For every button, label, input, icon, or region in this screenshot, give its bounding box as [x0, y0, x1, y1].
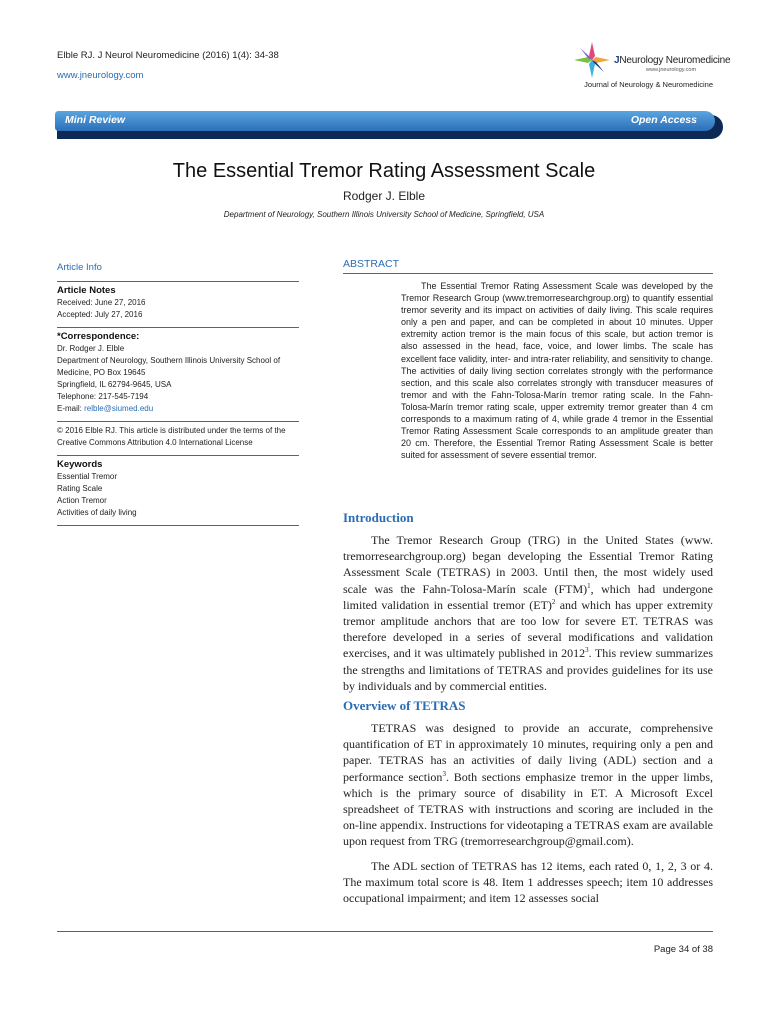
divider — [57, 525, 299, 526]
journal-name: Journal of Neurology & Neuromedicine — [584, 80, 713, 89]
correspondence-heading: *Correspondence: — [57, 331, 140, 342]
introduction-heading: Introduction — [343, 510, 414, 525]
citation-ref[interactable]: 3 — [585, 646, 589, 655]
footer-divider — [57, 931, 713, 932]
article-author: Rodger J. Elble — [342, 189, 426, 203]
correspondence-city: Springfield, IL 62794-9645, USA — [57, 380, 172, 389]
license-note — [57, 422, 299, 455]
abstract-heading: ABSTRACT — [343, 258, 713, 274]
overview-paragraph: TETRAS was designed to provide an accurate, comprehensive quantification of ET in approximately 10 minutes, requiring only a pen and paper. TETRAS has an activities of daily living (ADL) section and a performance section$^3$. Both sections emphasize tremor in the upper limbs, which is the primary source of disability in ET. A Microsoft Excel spreadsheet of TETRAS with instructions and scoring are included in the on-line appendix. Instructions for videotaping a TETRAS exam are available upon request from TRG (tremorresearchgroup@gmail.com). — [343, 721, 713, 849]
correspondence-email-row: E-mail: relble@siumed.edu — [57, 404, 154, 413]
abstract-text: The Essential Tremor Rating Assessment Scale was developed by the Tremor Research Group (www.tremorresearchgroup.org) to quantify essential tremor severity and its impact on activities of daily living. This scale requires only a pen and paper, and can be completed in about 10 minutes. Upper extremity action tremor is the main focus of this scale, but action tremor is also assessed in the head, face, voice, and lower limbs. The scale has excellent face validity, inter- and intra-rater reliability, and sensitivity to change. The activities of daily living section correlates strongly with the performance section, and this scale also correlates strongly with transducer measures of tremor and with the Fahn-Tolosa-Marín tremor rating scale. In the Fahn-Tolosa-Marín tremor rating scale, upper extremity tremor greater than 4 cm corresponds to a maximum rating of 4, while grade 4 tremor in the Essential Tremor Rating Assessment Scale corresponds to an amplitude greater than 20 cm. Therefore, the Essential Tremor Rating Assessment Scale is better suited for assessment of severe essential tremor. — [401, 281, 713, 461]
article-notes-heading: Article Notes — [57, 285, 116, 296]
article-notes — [57, 282, 299, 327]
accepted-date: Accepted: July 27, 2016 — [57, 310, 143, 319]
correspondence — [57, 328, 299, 421]
citation: Elble RJ. J Neurol Neuromedicine (2016) 1(4): 34-38 — [57, 50, 279, 61]
article-info-heading: Article Info — [57, 262, 102, 273]
adl-paragraph: The ADL section of TETRAS has 12 items, each rated 0, 1, 2, 3 or 4. The maximum total score is 48. Item 1 addresses speech; item 10 addresses occupational impairment; and item 12 assesses social — [343, 858, 713, 906]
correspondence-phone: Telephone: 217-545-7194 — [57, 392, 149, 401]
article-info-sidebar — [57, 262, 299, 526]
page-number: Page 34 of 38 — [653, 944, 713, 955]
logo-url: www.jneurology.com — [646, 67, 697, 73]
keywords-heading: Keywords — [57, 459, 103, 470]
license-text: © 2016 Elble RJ. This article is distributed under the terms of the Creative Commons Attribution 4.0 International License — [57, 426, 286, 447]
keywords — [57, 456, 299, 525]
received-date: Received: June 27, 2016 — [57, 298, 146, 307]
article-type-banner — [55, 111, 715, 131]
overview-heading: Overview of TETRAS — [343, 698, 466, 714]
citation-ref[interactable]: 3 — [442, 769, 446, 778]
introduction-paragraph: The Tremor Research Group (TRG) in the United States (www. tremorresearchgroup.org) began developing the Essential Tremor Rating Assessment Scale (TETRAS) in 2003. Until then, the most widely used scale was the Fahn-Tolosa-Marín scale (FTM)$^1$, which had undergone limited validation in essential tremor (ET)$^2$ and which has upper extremity tremor amplitude anchors that are too low for severe ET. TETRAS was therefore developed in a series of several modifications and validation exercises, and it was ultimately published in 2012$^3$. This review summarizes the strengths and limitations of TETRAS and provides guidelines for its use by individuals and by commercial entities. — [343, 533, 713, 693]
website-link[interactable]: www.jneurology.com — [57, 70, 144, 81]
email-link[interactable]: relble@siumed.edu — [84, 404, 154, 413]
keyword: Essential Tremor — [57, 472, 118, 481]
logo-star-icon — [572, 40, 612, 80]
open-access-label: Open Access — [630, 114, 697, 126]
citation-ref[interactable]: 1 — [587, 581, 591, 590]
correspondence-department: Department of Neurology, Southern Illinois University School of Medicine, PO Box 19645 — [57, 356, 281, 377]
article-body — [343, 510, 713, 909]
author-affiliation: Department of Neurology, Southern Illinois University School of Medicine, Springfield, USA — [223, 210, 545, 219]
keyword: Action Tremor — [57, 496, 107, 505]
keyword: Activities of daily living — [57, 508, 137, 517]
abstract-section — [343, 258, 713, 461]
correspondence-name: Dr. Rodger J. Elble — [57, 344, 125, 353]
article-type-label: Mini Review — [65, 114, 126, 126]
citation-ref[interactable]: 2 — [551, 597, 556, 606]
logo-title: JNeurology Neuromedicine — [614, 55, 731, 66]
article-title: The Essential Tremor Rating Assessment Scale — [172, 160, 596, 182]
keyword: Rating Scale — [57, 484, 103, 493]
